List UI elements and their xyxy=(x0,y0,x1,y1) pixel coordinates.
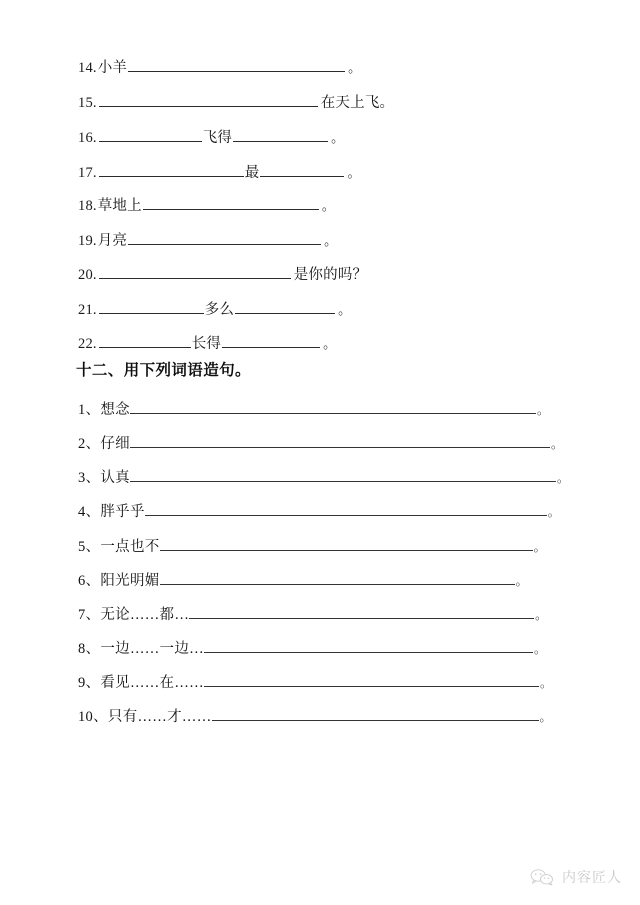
section-heading-sentence-making: 十二、用下列词语造句。 xyxy=(76,362,251,379)
exercise-prefix-text: 小羊 xyxy=(97,60,128,77)
exercise-line-16 xyxy=(78,128,344,146)
exercise-middle-text: 多么 xyxy=(204,302,235,319)
sentence-answer-blank[interactable] xyxy=(189,605,534,619)
exercise-line-21 xyxy=(78,300,351,318)
exercise-number: 17. xyxy=(78,165,97,182)
exercise-middle-text: 最 xyxy=(244,165,260,182)
exercise-middle-text: 长得 xyxy=(191,336,222,353)
exercise-line-20 xyxy=(78,265,367,283)
exercise-suffix-text: 。 xyxy=(323,336,337,352)
answer-blank-second[interactable] xyxy=(260,163,344,177)
answer-blank[interactable] xyxy=(99,265,291,279)
exercise-line-14 xyxy=(78,58,361,76)
sentence-period: 。 xyxy=(536,403,549,418)
exercise-prefix-text: 草地上 xyxy=(97,198,142,215)
exercise-number: 16. xyxy=(78,130,97,147)
sentence-answer-blank[interactable] xyxy=(160,571,515,585)
answer-blank[interactable] xyxy=(99,93,318,107)
exercise-suffix-text: 。 xyxy=(324,233,338,249)
exercise-number: 15. xyxy=(78,95,97,112)
sentence-period: 。 xyxy=(539,676,552,691)
sentence-period: 。 xyxy=(535,608,548,623)
exercise-suffix-text: 。 xyxy=(338,302,352,318)
sentence-answer-blank[interactable] xyxy=(160,537,533,551)
watermark-text: 内容匠人 xyxy=(562,869,622,885)
exercise-line-17 xyxy=(78,163,361,181)
sentence-prompt-label: 10、只有……才…… xyxy=(78,709,212,726)
sentence-prompt-label: 4、胖乎乎 xyxy=(78,504,145,521)
exercise-suffix-text: 是你的吗？ xyxy=(293,267,368,284)
sentence-period: 。 xyxy=(556,471,569,486)
sentence-prompt-label: 8、一边……一边… xyxy=(78,641,204,658)
exercise-number: 14. xyxy=(78,60,97,77)
exercise-number: 21. xyxy=(78,302,97,319)
exercise-line-18 xyxy=(78,196,335,214)
answer-blank[interactable] xyxy=(143,196,319,210)
sentence-period: 。 xyxy=(550,437,563,452)
sentence-answer-blank[interactable] xyxy=(204,673,539,687)
sentence-answer-blank[interactable] xyxy=(130,400,536,414)
answer-blank[interactable] xyxy=(99,163,244,177)
sentence-prompt-label: 5、一点也不 xyxy=(78,539,160,556)
sentence-prompt-label: 6、阳光明媚 xyxy=(78,573,160,590)
sentence-period: 。 xyxy=(547,505,560,520)
exercise-suffix-text: 。 xyxy=(321,198,336,214)
sentence-prompt-label: 9、看见……在…… xyxy=(78,675,204,692)
sentence-period: 。 xyxy=(539,710,552,725)
sentence-row-3 xyxy=(78,468,569,486)
exercise-number: 19. xyxy=(78,233,97,250)
exercise-suffix-text: 。 xyxy=(347,165,361,181)
sentence-answer-blank[interactable] xyxy=(130,468,556,482)
sentence-row-4 xyxy=(78,502,560,520)
sentence-answer-blank[interactable] xyxy=(130,434,550,448)
sentence-row-6 xyxy=(78,571,528,589)
exercise-suffix-text: 在天上飞。 xyxy=(320,95,395,112)
answer-blank[interactable] xyxy=(99,334,191,348)
exercise-prefix-text: 月亮 xyxy=(97,233,128,250)
exercise-middle-text: 飞得 xyxy=(202,130,233,147)
sentence-row-1 xyxy=(78,400,549,418)
sentence-row-9 xyxy=(78,673,552,691)
sentence-period: 。 xyxy=(515,574,528,589)
answer-blank-second[interactable] xyxy=(222,334,320,348)
sentence-prompt-label: 2、仔细 xyxy=(78,436,130,453)
answer-blank[interactable] xyxy=(99,300,204,314)
answer-blank-second[interactable] xyxy=(235,300,335,314)
sentence-row-2 xyxy=(78,434,563,452)
exercise-line-15 xyxy=(78,93,394,111)
exercise-line-19 xyxy=(78,231,337,249)
exercise-number: 22. xyxy=(78,336,97,353)
sentence-prompt-label: 3、认真 xyxy=(78,470,130,487)
sentence-row-8 xyxy=(78,639,546,657)
exercise-number: 18. xyxy=(78,198,97,215)
sentence-row-7 xyxy=(78,605,547,623)
sentence-prompt-label: 7、无论……都… xyxy=(78,607,190,624)
watermark xyxy=(529,867,622,887)
exercise-line-22 xyxy=(78,334,336,352)
answer-blank[interactable] xyxy=(128,231,321,245)
exercise-number: 20. xyxy=(78,267,97,284)
sentence-row-5 xyxy=(78,537,546,555)
exercise-suffix-text: 。 xyxy=(348,60,362,76)
exercise-suffix-text: 。 xyxy=(331,130,345,146)
answer-blank-second[interactable] xyxy=(233,128,328,142)
sentence-answer-blank[interactable] xyxy=(145,502,547,516)
answer-blank[interactable] xyxy=(128,58,345,72)
sentence-answer-blank[interactable] xyxy=(212,707,539,721)
sentence-row-10 xyxy=(78,707,552,725)
answer-blank[interactable] xyxy=(99,128,202,142)
sentence-period: 。 xyxy=(533,642,546,657)
sentence-answer-blank[interactable] xyxy=(204,639,533,653)
sentence-prompt-label: 1、想念 xyxy=(78,402,130,419)
sentence-period: 。 xyxy=(533,540,546,555)
wechat-logo-icon xyxy=(529,868,555,886)
